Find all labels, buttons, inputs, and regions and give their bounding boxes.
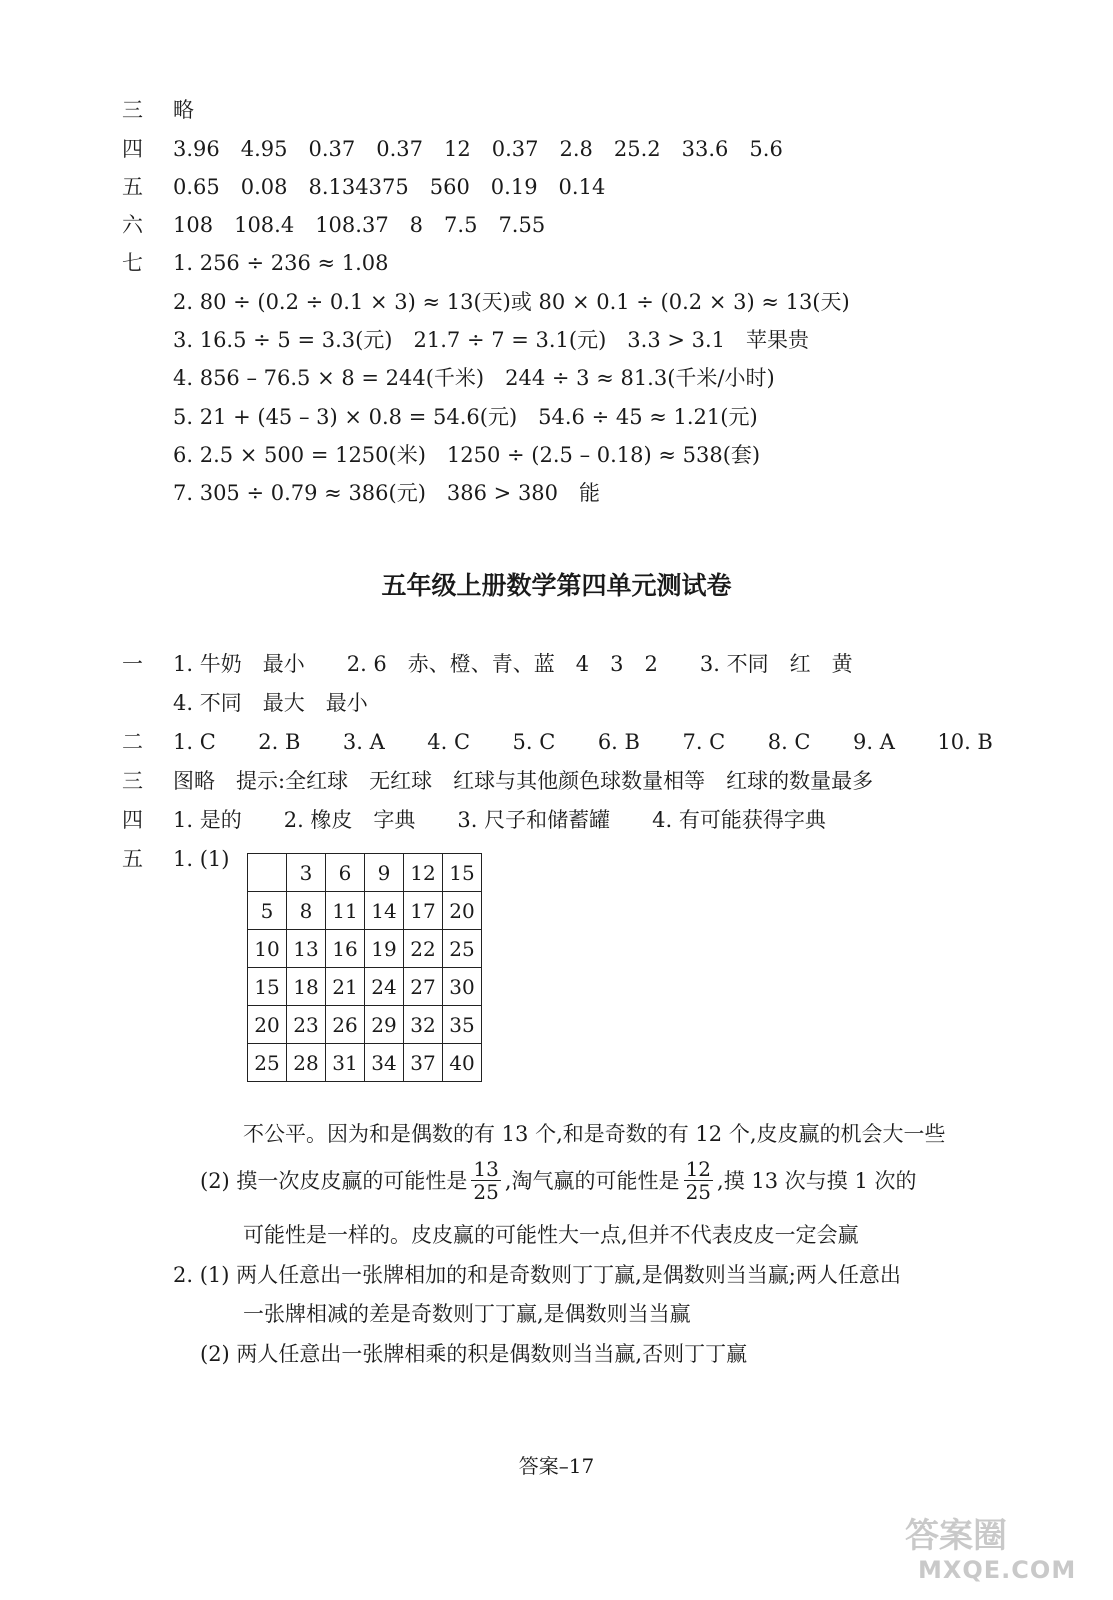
choice-item: 8. C xyxy=(767,730,811,754)
table-cell: 22 xyxy=(404,930,443,968)
fraction-numerator: 12 xyxy=(685,1157,712,1181)
section-title: 五年级上册数学第四单元测试卷 xyxy=(381,571,732,600)
answer-line: 2. (1) 两人任意出一张牌相加的和是奇数则丁丁赢,是偶数则当当赢;两人任意出 xyxy=(173,1263,901,1287)
section-mark: 二 xyxy=(122,730,143,754)
choice-item: 3. A xyxy=(342,730,385,754)
table-cell: 24 xyxy=(365,968,404,1006)
table-cell: 23 xyxy=(287,1006,326,1044)
section-mark: 四 xyxy=(122,137,143,161)
table-cell: 15 xyxy=(248,968,287,1006)
table-row xyxy=(248,854,482,892)
table-cell: 17 xyxy=(404,892,443,930)
table-cell: 19 xyxy=(365,930,404,968)
table-cell: 20 xyxy=(248,1006,287,1044)
answer-line: 3. 16.5 ÷ 5 = 3.3(元) 21.7 ÷ 7 = 3.1(元) 3.3 > 3.1 苹果贵 xyxy=(173,328,810,352)
answer-line: 1. 256 ÷ 236 ≈ 1.08 xyxy=(173,251,389,275)
section-mark: 五 xyxy=(122,847,143,871)
choice-item: 5. C xyxy=(512,730,556,754)
answer-line: 不公平。因为和是偶数的有 13 个,和是奇数的有 12 个,皮皮赢的机会大一些 xyxy=(243,1122,946,1146)
section-mark: 一 xyxy=(122,652,143,676)
answer-line: 图略 提示:全红球 无红球 红球与其他颜色球数量相等 红球的数量最多 xyxy=(173,769,874,793)
answer-line: 108 108.4 108.37 8 7.5 7.55 xyxy=(173,213,546,237)
table-row xyxy=(248,930,482,968)
answer-line: 2. 80 ÷ (0.2 ÷ 0.1 × 3) ≈ 13(天)或 80 × 0.1 ÷ (0.2 × 3) ≈ 13(天) xyxy=(173,290,850,314)
table-cell: 12 xyxy=(404,854,443,892)
choice-item: 7. C xyxy=(682,730,726,754)
answer-line-fraction xyxy=(200,1158,916,1203)
answer-line: 6. 2.5 × 500 = 1250(米) 1250 ÷ (2.5 – 0.18) ≈ 538(套) xyxy=(173,443,761,467)
table-cell: 10 xyxy=(248,930,287,968)
answer-line: 7. 305 ÷ 0.79 ≈ 386(元) 386 > 380 能 xyxy=(173,481,601,505)
table-cell: 26 xyxy=(326,1006,365,1044)
choice-item: 6. B xyxy=(597,730,640,754)
table-cell xyxy=(248,854,287,892)
text-segment: (2) 摸一次皮皮赢的可能性是 xyxy=(200,1168,468,1193)
table-cell: 14 xyxy=(365,892,404,930)
table-row xyxy=(248,968,482,1006)
table-cell: 5 xyxy=(248,892,287,930)
section-mark: 四 xyxy=(122,808,143,832)
table-cell: 18 xyxy=(287,968,326,1006)
table-cell: 25 xyxy=(248,1044,287,1082)
answer-line: 1. (1) xyxy=(173,847,230,871)
table-cell: 37 xyxy=(404,1044,443,1082)
section-mark: 六 xyxy=(122,213,143,237)
text-segment: ,淘气赢的可能性是 xyxy=(504,1168,680,1193)
table-cell: 16 xyxy=(326,930,365,968)
text-segment: ,摸 13 次与摸 1 次的 xyxy=(717,1168,917,1193)
answer-line: 4. 不同 最大 最小 xyxy=(173,691,368,715)
table-cell: 6 xyxy=(326,854,365,892)
answer-line: 4. 856 – 76.5 × 8 = 244(千米) 244 ÷ 3 ≈ 81.3(千米/小时) xyxy=(173,366,775,390)
table-row xyxy=(248,1044,482,1082)
table-cell: 35 xyxy=(443,1006,482,1044)
table-cell: 8 xyxy=(287,892,326,930)
fraction-denominator: 25 xyxy=(473,1180,499,1204)
answer-line: 可能性是一样的。皮皮赢的可能性大一点,但并不代表皮皮一定会赢 xyxy=(243,1223,859,1247)
table-cell: 29 xyxy=(365,1006,404,1044)
section-mark: 七 xyxy=(122,251,143,275)
table-cell: 20 xyxy=(443,892,482,930)
choice-item: 1. C xyxy=(173,730,216,754)
answer-line: 3.96 4.95 0.37 0.37 12 0.37 2.8 25.2 33.6 5.6 xyxy=(173,137,783,161)
fraction xyxy=(684,1158,713,1203)
answer-line: 1. 是的 2. 橡皮 字典 3. 尺子和储蓄罐 4. 有可能获得字典 xyxy=(173,808,826,832)
page-number: 答案–17 xyxy=(518,1454,595,1478)
table-cell: 40 xyxy=(443,1044,482,1082)
table-cell: 31 xyxy=(326,1044,365,1082)
table-cell: 25 xyxy=(443,930,482,968)
choice-answers xyxy=(173,728,993,756)
choice-item: 2. B xyxy=(258,730,301,754)
fraction-numerator: 13 xyxy=(473,1157,499,1181)
answer-line: 5. 21 + (45 – 3) × 0.8 = 54.6(元) 54.6 ÷ 45 ≈ 1.21(元) xyxy=(173,405,758,429)
sum-table xyxy=(247,853,482,1082)
table-cell: 30 xyxy=(443,968,482,1006)
watermark-logo: 答案圈 xyxy=(905,1516,1007,1556)
section-mark: 三 xyxy=(122,98,143,122)
answer-line: (2) 两人任意出一张牌相乘的积是偶数则当当赢,否则丁丁赢 xyxy=(200,1342,748,1366)
section-mark: 五 xyxy=(122,175,143,199)
table-cell: 11 xyxy=(326,892,365,930)
table-cell: 32 xyxy=(404,1006,443,1044)
section-mark: 三 xyxy=(122,769,143,793)
table-cell: 27 xyxy=(404,968,443,1006)
watermark-site: MXQE.COM xyxy=(918,1556,1077,1584)
table-cell: 34 xyxy=(365,1044,404,1082)
table-cell: 28 xyxy=(287,1044,326,1082)
choice-item: 9. A xyxy=(852,730,895,754)
table-cell: 9 xyxy=(365,854,404,892)
table-cell: 13 xyxy=(287,930,326,968)
fraction-denominator: 25 xyxy=(685,1180,712,1204)
table-row xyxy=(248,1006,482,1044)
answer-line: 一张牌相减的差是奇数则丁丁赢,是偶数则当当赢 xyxy=(243,1302,691,1326)
table-cell: 21 xyxy=(326,968,365,1006)
fraction xyxy=(471,1158,500,1203)
answer-line: 0.65 0.08 8.134375 560 0.19 0.14 xyxy=(173,175,606,199)
table-cell: 3 xyxy=(287,854,326,892)
choice-item: 4. C xyxy=(427,730,471,754)
answer-line: 略 xyxy=(173,98,194,122)
choice-item: 10. B xyxy=(937,730,993,754)
answer-line: 1. 牛奶 最小 2. 6 赤、橙、青、蓝 4 3 2 3. 不同 红 黄 xyxy=(173,652,853,676)
table-row xyxy=(248,892,482,930)
table-cell: 15 xyxy=(443,854,482,892)
